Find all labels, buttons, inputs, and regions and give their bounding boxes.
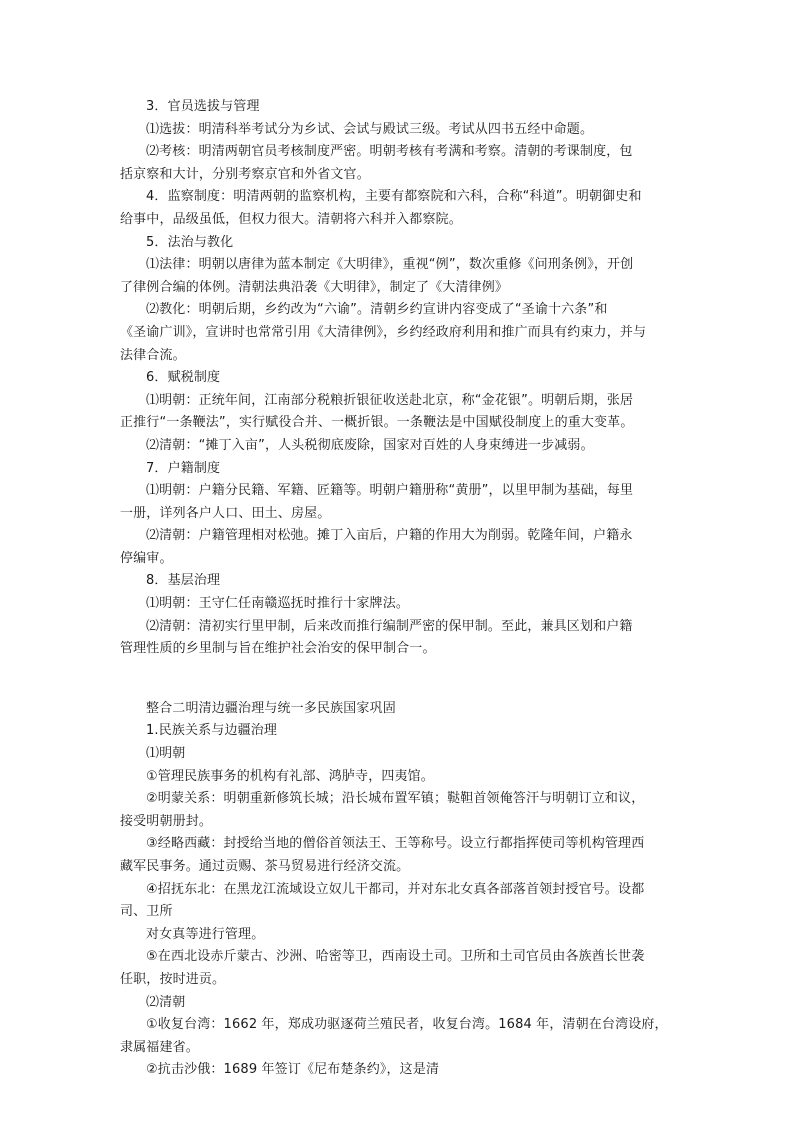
text-line: 接受明朝册封。: [120, 813, 213, 829]
text-line: ⑵清朝：清初实行里甲制，后来改而推行编制严密的保甲制。至此，兼具区划和户籍: [146, 618, 633, 634]
text-line: 7．户籍制度: [146, 460, 221, 476]
text-line: ②明蒙关系：明朝重新修筑长城；沿长城布置军镇；鞑靼首领俺答汗与明朝订立和议，: [146, 791, 645, 807]
text-line: 正推行“一条鞭法”，实行赋役合并、一概折银。一条鞭法是中国赋役制度上的重大变革。: [120, 415, 634, 431]
text-line: ⑵清朝：“摊丁入亩”，人头税彻底废除，国家对百姓的人身束缚进一步减弱。: [146, 437, 594, 453]
text-line: ⑵清朝: [146, 994, 186, 1010]
text-line: 法律合流。: [120, 347, 186, 363]
section-spacer: [120, 661, 680, 698]
text-line: ⑴选拔：明清科举考试分为乡试、会试与殿试三级。考试从四书五经中命题。: [146, 121, 594, 137]
text-line: 4．监察制度：明清两朝的监察机构，主要有都察院和六科，合称“科道”。明朝御史和: [146, 189, 642, 205]
document-body: [120, 96, 680, 1082]
text-line: 给事中，品级虽低，但权力很大。清朝将六科并入都察院。: [120, 211, 462, 227]
text-line: ⑵清朝：户籍管理相对松弛。摊丁入亩后，户籍的作用大为削弱。乾隆年间，户籍永: [146, 528, 633, 544]
text-line: 藏军民事务。通过贡赐、茶马贸易进行经济交流。: [120, 859, 410, 874]
text-line: 8．基层治理: [146, 573, 221, 589]
text-line: 整合二明清边疆治理与统一多民族国家巩固: [146, 700, 396, 716]
text-line: 管理性质的乡里制与旨在维护社会治安的保甲制合一。: [120, 641, 436, 657]
text-line: 3．官员选拔与管理: [146, 99, 260, 114]
text-line: ⑤在西北设赤斤蒙古、沙洲、哈密等卫，西南设土司。卫所和土司官员由各族酋长世袭: [146, 949, 645, 965]
text-line: ⑴明朝：正统年间，江南部分税粮折银征收送赴北京，称“金花银”。明朝后期，张居: [146, 392, 634, 408]
text-line: ⑴明朝: [146, 746, 186, 762]
text-line: ⑵考核：明清两朝官员考核制度严密。明朝考核有考满和考察。清朝的考课制度，包: [146, 144, 633, 160]
text-line: ④招抚东北：在黑龙江流域设立奴儿干都司，并对东北女真各部落首领封授官号。设都: [146, 881, 645, 897]
text-line: 6．赋税制度: [146, 370, 221, 386]
text-line: ③经略西藏：封授给当地的僧俗首领法王、王等称号。设立行都指挥使司等机构管理西: [146, 836, 645, 852]
text-line: 5．法治与教化: [146, 234, 234, 250]
text-line: 隶属福建省。: [120, 1039, 199, 1055]
text-line: ①管理民族事务的机构有礼部、鸿胪寺，四夷馆。: [146, 768, 434, 784]
text-line: 1.民族关系与边疆治理: [146, 723, 278, 739]
text-line: ①收复台湾：1662 年，郑成功驱逐荷兰殖民者，收复台湾。1684 年，清朝在台湾设府，: [146, 1017, 668, 1033]
text-line: 了律例合编的体例。清朝法典沿袭《大明律》，制定了《大清律例》: [120, 279, 509, 295]
text-line: 任职，按时进贡。: [120, 971, 226, 987]
text-line: ⑵教化：明朝后期，乡约改为“六谕”。清朝乡约宣讲内容变成了“圣谕十六条”和: [146, 302, 608, 318]
text-line: ②抗击沙俄：1689 年签订《尼布楚条约》，这是清: [146, 1062, 440, 1078]
text-line: ⑴明朝：户籍分民籍、军籍、匠籍等。明朝户籍册称“黄册”，以里甲制为基础，每里: [146, 483, 634, 499]
text-line: 停编审。: [120, 550, 173, 566]
text-line: ⑴明朝：王守仁任南赣巡抚时推行十家牌法。: [146, 596, 410, 612]
text-line: 对女真等进行管理。: [146, 926, 265, 942]
text-line: ⑴法律：明朝以唐律为蓝本制定《大明律》，重视“例”，数次重修《问刑条例》，开创: [146, 257, 634, 273]
text-line: 括京察和大计，分别考察京官和外省文官。: [120, 166, 370, 182]
text-line: 《圣谕广训》，宣讲时也常常引用《大清律例》，乡约经政府利用和推广而具有约束力，并与: [120, 324, 647, 340]
text-line: 司、卫所: [120, 904, 173, 920]
text-line: 一册，详列各户人口、田土、房屋。: [120, 505, 331, 521]
